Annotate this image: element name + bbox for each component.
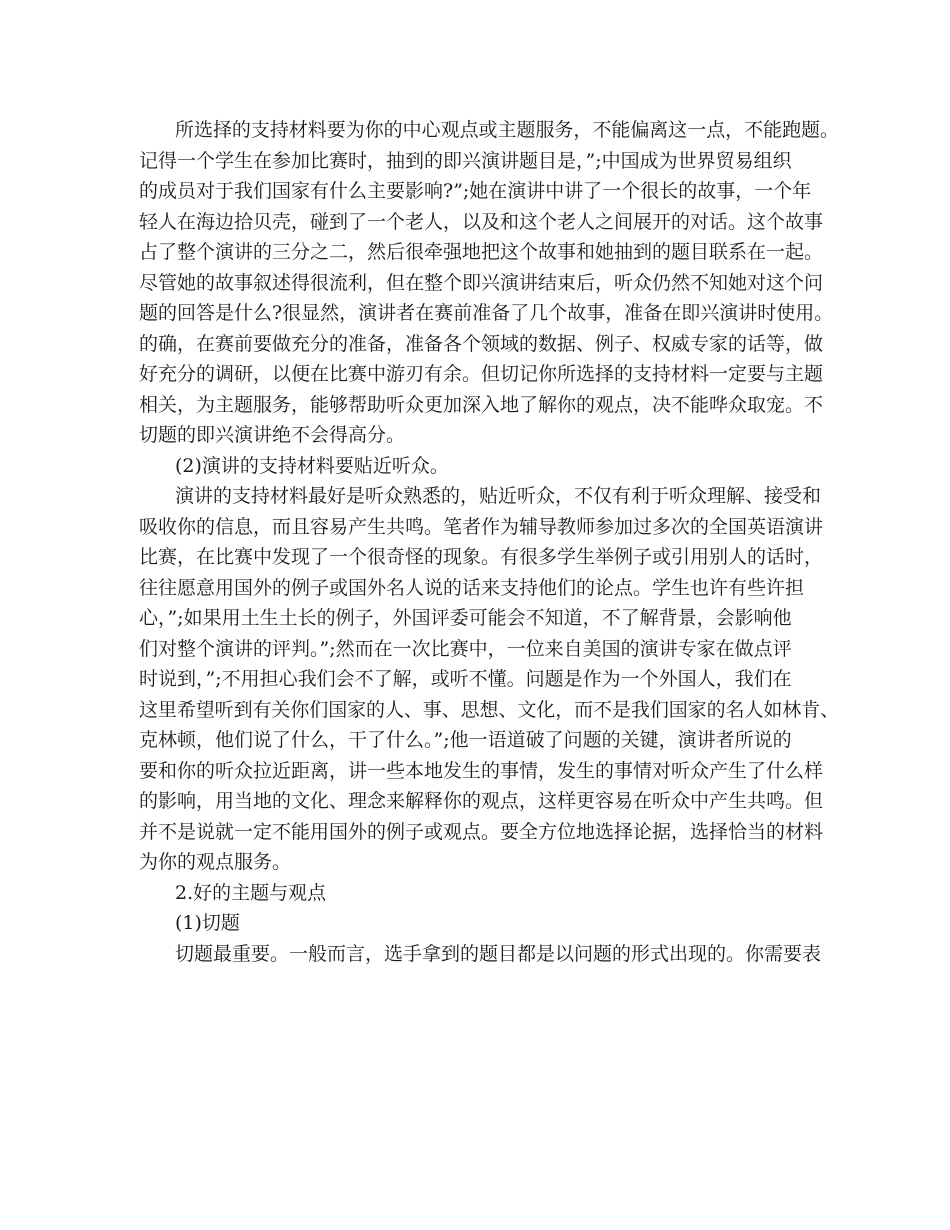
text-line: 的成员对于我们国家有什么主要影响?”;她在演讲中讲了一个很长的故事，一个年: [139, 180, 812, 202]
text-line: 的影响，用当地的文化、理念来解释你的观点，这样更容易在听众中产生共鸣。但: [139, 790, 824, 812]
text-line: (1)切题: [175, 912, 240, 934]
text-line: 占了整个演讲的三分之二，然后很牵强地把这个故事和她抽到的题目联系在一起。: [139, 241, 824, 263]
text-line: 克林顿，他们说了什么，干了什么。”;他一语道破了问题的关键，演讲者所说的: [139, 729, 792, 751]
text-line: 所选择的支持材料要为你的中心观点或主题服务，不能偏离这一点，不能跑题。: [175, 119, 840, 141]
text-line: 切题最重要。一般而言，选手拿到的题目都是以问题的形式出现的。你需要表: [175, 942, 822, 965]
text-line: 相关，为主题服务，能够帮助听众更加深入地了解你的观点，决不能哗众取宠。不: [139, 393, 824, 416]
text-line: 题的回答是什么?很显然，演讲者在赛前准备了几个故事，准备在即兴演讲时使用。: [139, 302, 834, 324]
text-line: 心，”;如果用土生土长的例子，外国评委可能会不知道，不了解背景，会影响他: [139, 607, 792, 629]
text-line: (2)演讲的支持材料要贴近听众。: [175, 454, 449, 477]
text-line: 们对整个演讲的评判。”;然而在一次比赛中，一位来自美国的演讲专家在做点评: [139, 637, 792, 660]
text-line: 这里希望听到有关你们国家的人、事、思想、文化，而不是我们国家的名人如林肯、: [139, 698, 840, 721]
text-line: 吸收你的信息，而且容易产生共鸣。笔者作为辅导教师参加过多次的全国英语演讲: [139, 515, 824, 538]
text-line: 要和你的听众拉近距离，讲一些本地发生的事情，发生的事情对听众产生了什么样: [139, 759, 824, 782]
text-line: 往往愿意用国外的例子或国外名人说的话来支持他们的论点。学生也许有些许担: [139, 576, 805, 599]
text-line: 为你的观点服务。: [139, 851, 292, 873]
text-line: 2.好的主题与观点: [175, 881, 327, 904]
text-line: 演讲的支持材料最好是听众熟悉的，贴近听众，不仅有利于听众理解、接受和: [175, 485, 822, 507]
text-line: 的确，在赛前要做充分的准备，准备各个领域的数据、例子、权威专家的话等，做: [139, 332, 824, 355]
text-line: 好充分的调研，以便在比赛中游刃有余。但切记你所选择的支持材料一定要与主题: [139, 363, 824, 385]
text-line: 记得一个学生在参加比赛时，抽到的即兴演讲题目是，”;中国成为世界贸易组织: [139, 149, 792, 172]
text-line: 时说到，”;不用担心我们会不了解，或听不懂。问题是作为一个外国人，我们在: [139, 668, 792, 690]
text-line: 比赛，在比赛中发现了一个很奇怪的现象。有很多学生举例子或引用别人的话时，: [139, 546, 824, 568]
text-line: 轻人在海边拾贝壳，碰到了一个老人，以及和这个老人之间展开的对话。这个故事: [139, 210, 824, 233]
text-line: 并不是说就一定不能用国外的例子或观点。要全方位地选择论据，选择恰当的材料: [139, 820, 824, 843]
document-body: [139, 115, 839, 969]
text-line: 尽管她的故事叙述得很流利，但在整个即兴演讲结束后，听众仍然不知她对这个问: [139, 271, 824, 294]
text-line: 切题的即兴演讲绝不会得高分。: [139, 424, 406, 446]
